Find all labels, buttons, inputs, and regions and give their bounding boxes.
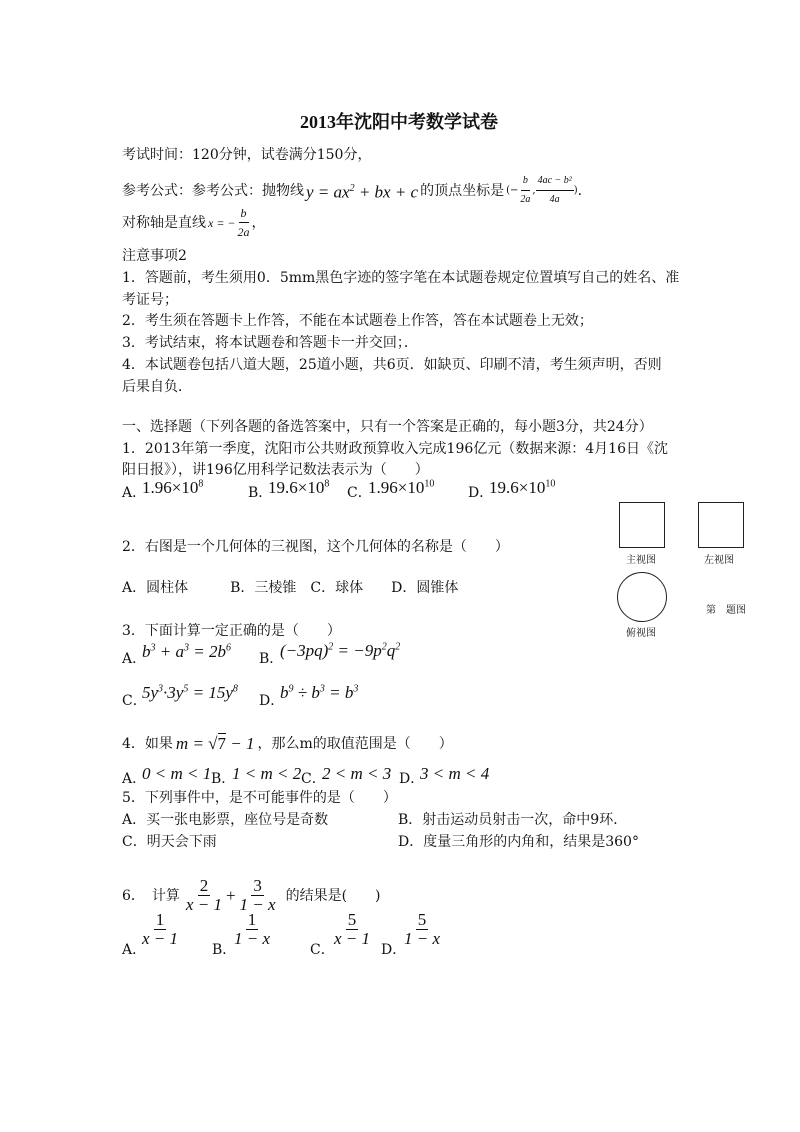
question-5: 5．下列事件中，是不可能事件的是（ ） bbox=[122, 790, 397, 806]
notice-heading: 注意事项2 bbox=[122, 248, 187, 264]
figure-label: 第 题图 bbox=[706, 605, 746, 616]
q6-option-d: $\frac{5}{1 - x}$ bbox=[404, 910, 441, 948]
notice-item: 3．考试结束，将本试题卷和答题卡一并交回；． bbox=[122, 335, 418, 351]
notice-item: 考证号； bbox=[122, 292, 178, 308]
q4-option-a-label: A． bbox=[122, 771, 147, 787]
q3-option-d: $b^9 \div b^3 = b^3$ bbox=[280, 683, 359, 702]
top-view-circle bbox=[617, 572, 667, 622]
q5-option-a: A．买一张电影票，座位号是奇数 bbox=[122, 812, 329, 828]
q1-option-a-label: A． bbox=[122, 485, 147, 501]
left-view-caption: 左视图 bbox=[704, 555, 734, 566]
q4-suffix: ，那么m的取值范围是（ ） bbox=[257, 736, 453, 752]
q4-option-a: 0 < m < 1 bbox=[142, 764, 212, 783]
question-6 bbox=[122, 877, 381, 914]
question-2: 2．右图是一个几何体的三视图，这个几何体的名称是（ ） bbox=[122, 539, 509, 555]
q6-suffix: 的结果是( ) bbox=[285, 887, 381, 904]
question-3: 3．下面计算一定正确的是（ ） bbox=[122, 623, 341, 639]
q4-expression: m = √7 − 1 bbox=[175, 734, 255, 753]
q6-option-c-label: C． bbox=[310, 942, 335, 958]
notice-item: 1．答题前，考生须用0．5mm黑色字迹的签字笔在本试题卷规定位置填写自己的姓名、准 bbox=[122, 270, 680, 286]
q3-option-c: $5y^3\cdot 3y^5 = 15y^8$ bbox=[142, 683, 238, 702]
section-heading: 一、选择题（下列各题的备选答案中，只有一个答案是正确的，每小题3分，共24分） bbox=[122, 419, 653, 435]
question-4 bbox=[122, 735, 453, 753]
q3-option-c-label: C． bbox=[122, 693, 147, 709]
q6-expression: $\frac{2}{x - 1}$ + $\frac{3}{1 - x}$ bbox=[185, 876, 276, 914]
q1-option-d: $19.6\times 10^{10}$ bbox=[489, 478, 556, 497]
front-view-caption: 主视图 bbox=[626, 555, 656, 566]
q3-option-b: $(-3pq)^2 = -9p^2q^2$ bbox=[280, 641, 401, 660]
q6-option-a: $\frac{1}{x - 1}$ bbox=[142, 910, 179, 948]
q4-option-d-label: D． bbox=[399, 771, 425, 787]
q5-option-c: C．明天会下雨 bbox=[122, 834, 217, 850]
formula-middle: 的顶点坐标是 bbox=[420, 182, 505, 199]
axis-line bbox=[122, 204, 266, 241]
parabola-equation: $y = ax^2$ + bx + c bbox=[306, 182, 419, 202]
q1-option-d-label: D． bbox=[468, 485, 494, 501]
q1-option-b: $19.6\times 10^8$ bbox=[268, 478, 330, 497]
q4-option-b-label: B． bbox=[211, 771, 236, 787]
q1-option-a: $1.96\times 10^8$ bbox=[142, 478, 204, 497]
q3-option-a: $b^3 + a^3 = 2b^6$ bbox=[142, 642, 231, 661]
q4-option-b: 1 < m < 2 bbox=[232, 764, 302, 783]
q6-option-a-label: A． bbox=[122, 942, 147, 958]
formula-end: . bbox=[577, 182, 583, 199]
question-1-line1: 1．2013年第一季度，沈阳市公共财政预算收入完成196亿元（数据来源：4月16日《沈 bbox=[122, 441, 668, 457]
q6-option-b-label: B． bbox=[212, 942, 237, 958]
q5-option-d: D．度量三角形的内角和，结果是360° bbox=[398, 834, 639, 850]
q4-option-d: 3 < m < 4 bbox=[420, 764, 490, 783]
q1-option-c: $1.96\times 10^{10}$ bbox=[368, 478, 435, 497]
q3-option-d-label: D． bbox=[259, 693, 285, 709]
question-2-options: A．圆柱体 B．三棱锥 C．球体 D．圆锥体 bbox=[122, 580, 459, 596]
q6-option-c: $\frac{5}{x - 1}$ bbox=[334, 910, 371, 948]
axis-equation: x = − $\frac{b}{2a}$ bbox=[208, 206, 250, 239]
notice-item: 2．考生须在答题卡上作答，不能在本试题卷上作答，答在本试题卷上无效； bbox=[122, 313, 593, 329]
q4-option-c: 2 < m < 3 bbox=[322, 764, 392, 783]
left-view-square bbox=[698, 502, 744, 548]
vertex-formula: (− $\frac{b}{2a}$ , $\frac{\text{4ac − b²}}{4a}$ ) bbox=[506, 172, 578, 209]
q6-option-b: $\frac{1}{1 - x}$ bbox=[234, 910, 271, 948]
q3-option-b-label: B． bbox=[259, 651, 284, 667]
question-1-line2: 阳日报》），讲196亿用科学记数法表示为（ ） bbox=[122, 462, 429, 478]
top-view-caption: 俯视图 bbox=[626, 628, 656, 639]
front-view-square bbox=[619, 502, 665, 548]
notice-item: 4．本试题卷包括八道大题，25道小题，共6页．如缺页、印刷不清，考生须声明，否则 bbox=[122, 357, 662, 373]
q3-option-a-label: A． bbox=[122, 651, 147, 667]
q4-option-c-label: C． bbox=[301, 771, 326, 787]
page-title: 2013年沈阳中考数学试卷 bbox=[300, 112, 498, 132]
q6-option-d-label: D． bbox=[381, 942, 407, 958]
q1-option-c-label: C． bbox=[347, 485, 372, 501]
axis-end: ， bbox=[251, 214, 266, 231]
formula-prefix: 参考公式：参考公式：抛物线 bbox=[122, 182, 304, 199]
axis-prefix: 对称轴是直线 bbox=[122, 214, 206, 231]
q6-prefix: 6． 计算 bbox=[122, 887, 180, 904]
q5-option-b: B．射击运动员射击一次，命中9环． bbox=[398, 812, 628, 828]
q1-option-b-label: B． bbox=[248, 485, 273, 501]
notice-item: 后果自负． bbox=[122, 379, 192, 395]
exam-info: 考试时间：120分钟，试卷满分150分， bbox=[122, 147, 372, 163]
q4-prefix: 4．如果 bbox=[122, 736, 173, 752]
